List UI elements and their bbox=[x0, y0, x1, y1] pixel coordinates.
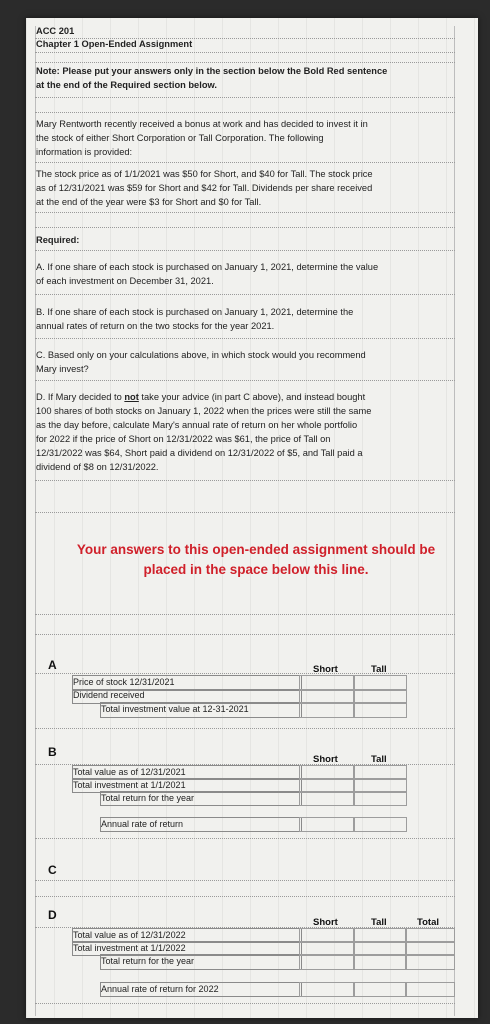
section-b-short-answer[interactable] bbox=[299, 791, 355, 806]
section-b-short-header: Short bbox=[313, 754, 338, 765]
question-d-prefix: D. If Mary decided to bbox=[36, 392, 125, 402]
section-a-row-label: Dividend received bbox=[73, 690, 145, 700]
question-d-line-5: 12/31/2022 was $64, Short paid a dividend on 12/31/2022 of $5, and Tall paid a bbox=[36, 448, 363, 458]
section-b-tall-header: Tall bbox=[371, 754, 387, 765]
course-code: ACC 201 bbox=[36, 26, 75, 36]
grid-row-line bbox=[35, 614, 455, 615]
section-a-short-header: Short bbox=[313, 664, 338, 675]
section-a-short-answer[interactable] bbox=[299, 702, 355, 718]
label-cell-border bbox=[100, 791, 302, 806]
intro-line-2: the stock of either Short Corporation or Tall Corporation. The following bbox=[36, 133, 324, 143]
question-d-line-2: 100 shares of both stocks on January 1, 2022 when the prices were still the same bbox=[36, 406, 372, 416]
grid-row-line bbox=[35, 896, 455, 897]
section-b-short-answer[interactable] bbox=[299, 817, 355, 832]
section-a-tall-header: Tall bbox=[371, 664, 387, 675]
label-cell-border bbox=[100, 982, 302, 997]
grid-row-line bbox=[35, 38, 455, 39]
section-b-row-label: Total investment at 1/1/2021 bbox=[73, 780, 186, 790]
question-d-suffix: take your advice (in part C above), and instead bought bbox=[138, 392, 366, 402]
section-b-row-label: Total return for the year bbox=[101, 793, 195, 803]
section-b-letter: B bbox=[48, 745, 57, 759]
grid-row-line bbox=[35, 512, 455, 513]
prices-line-3: at the end of the year were $3 for Short and $0 for Tall. bbox=[36, 197, 262, 207]
prices-line-1: The stock price as of 1/1/2021 was $50 for Short, and $40 for Tall. The stock price bbox=[36, 169, 373, 179]
intro-line-3: information is provided: bbox=[36, 147, 133, 157]
question-a-line-1: A. If one share of each stock is purchased on January 1, 2021, determine the value bbox=[36, 262, 379, 272]
section-a-letter: A bbox=[48, 658, 57, 672]
section-a-row-label: Price of stock 12/31/2021 bbox=[73, 677, 175, 687]
section-d-tall-answer[interactable] bbox=[353, 982, 407, 997]
grid-row-line bbox=[35, 227, 455, 228]
answer-banner-line-2: placed in the space below this line. bbox=[143, 562, 369, 577]
section-b-row-label: Total value as of 12/31/2021 bbox=[73, 767, 186, 777]
note-line-1: Note: Please put your answers only in the section below the Bold Red sentence bbox=[36, 66, 388, 76]
grid-row-line bbox=[35, 162, 455, 163]
label-cell-border bbox=[100, 817, 302, 832]
grid-row-line bbox=[35, 250, 455, 251]
section-d-letter: D bbox=[48, 908, 57, 922]
question-b-line-2: annual rates of return on the two stocks for the year 2021. bbox=[36, 321, 275, 331]
question-d-line-3: as the day before, calculate Mary's annual rate of return on her whole portfolio bbox=[36, 420, 358, 430]
prices-line-2: as of 12/31/2021 was $59 for Short and $42 for Tall. Dividends per share received bbox=[36, 183, 373, 193]
section-d-total-answer[interactable] bbox=[405, 982, 455, 997]
section-b-row-label: Annual rate of return bbox=[101, 819, 184, 829]
grid-row-line bbox=[35, 62, 455, 63]
grid-column-line bbox=[454, 26, 455, 1016]
grid-row-line bbox=[35, 1003, 455, 1004]
question-c-line-2: Mary invest? bbox=[36, 364, 89, 374]
label-cell-border bbox=[100, 702, 302, 718]
grid-row-line bbox=[35, 380, 455, 381]
grid-row-line bbox=[35, 112, 455, 113]
section-d-row-label: Total investment at 1/1/2022 bbox=[73, 943, 186, 953]
section-d-total-answer[interactable] bbox=[405, 954, 455, 970]
answer-banner-line-1: Your answers to this open-ended assignment should be bbox=[76, 542, 436, 557]
grid-row-line bbox=[35, 338, 455, 339]
section-d-short-answer[interactable] bbox=[299, 982, 355, 997]
question-d-emphasis: not bbox=[124, 392, 139, 402]
question-b-line-1: B. If one share of each stock is purchased on January 1, 2021, determine the bbox=[36, 307, 354, 317]
question-d-line-4: for 2022 if the price of Short on 12/31/2022 was $61, the price of Tall on bbox=[36, 434, 331, 444]
section-d-short-header: Short bbox=[313, 917, 338, 928]
question-d-line-6: dividend of $8 on 12/31/2022. bbox=[36, 462, 159, 472]
grid-row-line bbox=[35, 212, 455, 213]
grid-row-line bbox=[35, 838, 455, 839]
section-d-row-label: Annual rate of return for 2022 bbox=[101, 984, 219, 994]
section-d-total-header: Total bbox=[417, 917, 439, 928]
section-a-row-label: Total investment value at 12-31-2021 bbox=[101, 704, 249, 714]
question-c-line-1: C. Based only on your calculations above, in which stock would you recommend bbox=[36, 350, 366, 360]
grid-row-line bbox=[35, 673, 455, 674]
note-line-2: at the end of the Required section below. bbox=[36, 80, 217, 90]
grid-row-line bbox=[35, 294, 455, 295]
question-d-line-1 bbox=[36, 391, 365, 405]
label-cell-border bbox=[100, 954, 302, 970]
section-d-row-label: Total return for the year bbox=[101, 956, 195, 966]
section-d-short-answer[interactable] bbox=[299, 954, 355, 970]
grid-row-line bbox=[35, 480, 455, 481]
section-d-tall-header: Tall bbox=[371, 917, 387, 928]
grid-row-line bbox=[35, 880, 455, 881]
intro-line-1: Mary Rentworth recently received a bonus at work and has decided to invest it in bbox=[36, 119, 368, 129]
grid-row-line bbox=[35, 52, 455, 53]
grid-row-line bbox=[35, 728, 455, 729]
grid-row-line bbox=[35, 97, 455, 98]
section-b-tall-answer[interactable] bbox=[353, 817, 407, 832]
section-c-letter: C bbox=[48, 863, 57, 877]
section-d-row-label: Total value as of 12/31/2022 bbox=[73, 930, 186, 940]
worksheet-page bbox=[26, 18, 478, 1018]
section-a-tall-answer[interactable] bbox=[353, 702, 407, 718]
assignment-title: Chapter 1 Open-Ended Assignment bbox=[36, 39, 193, 49]
section-d-tall-answer[interactable] bbox=[353, 954, 407, 970]
question-a-line-2: of each investment on December 31, 2021. bbox=[36, 276, 214, 286]
section-b-tall-answer[interactable] bbox=[353, 791, 407, 806]
required-label: Required: bbox=[36, 235, 80, 245]
grid-row-line bbox=[35, 634, 455, 635]
